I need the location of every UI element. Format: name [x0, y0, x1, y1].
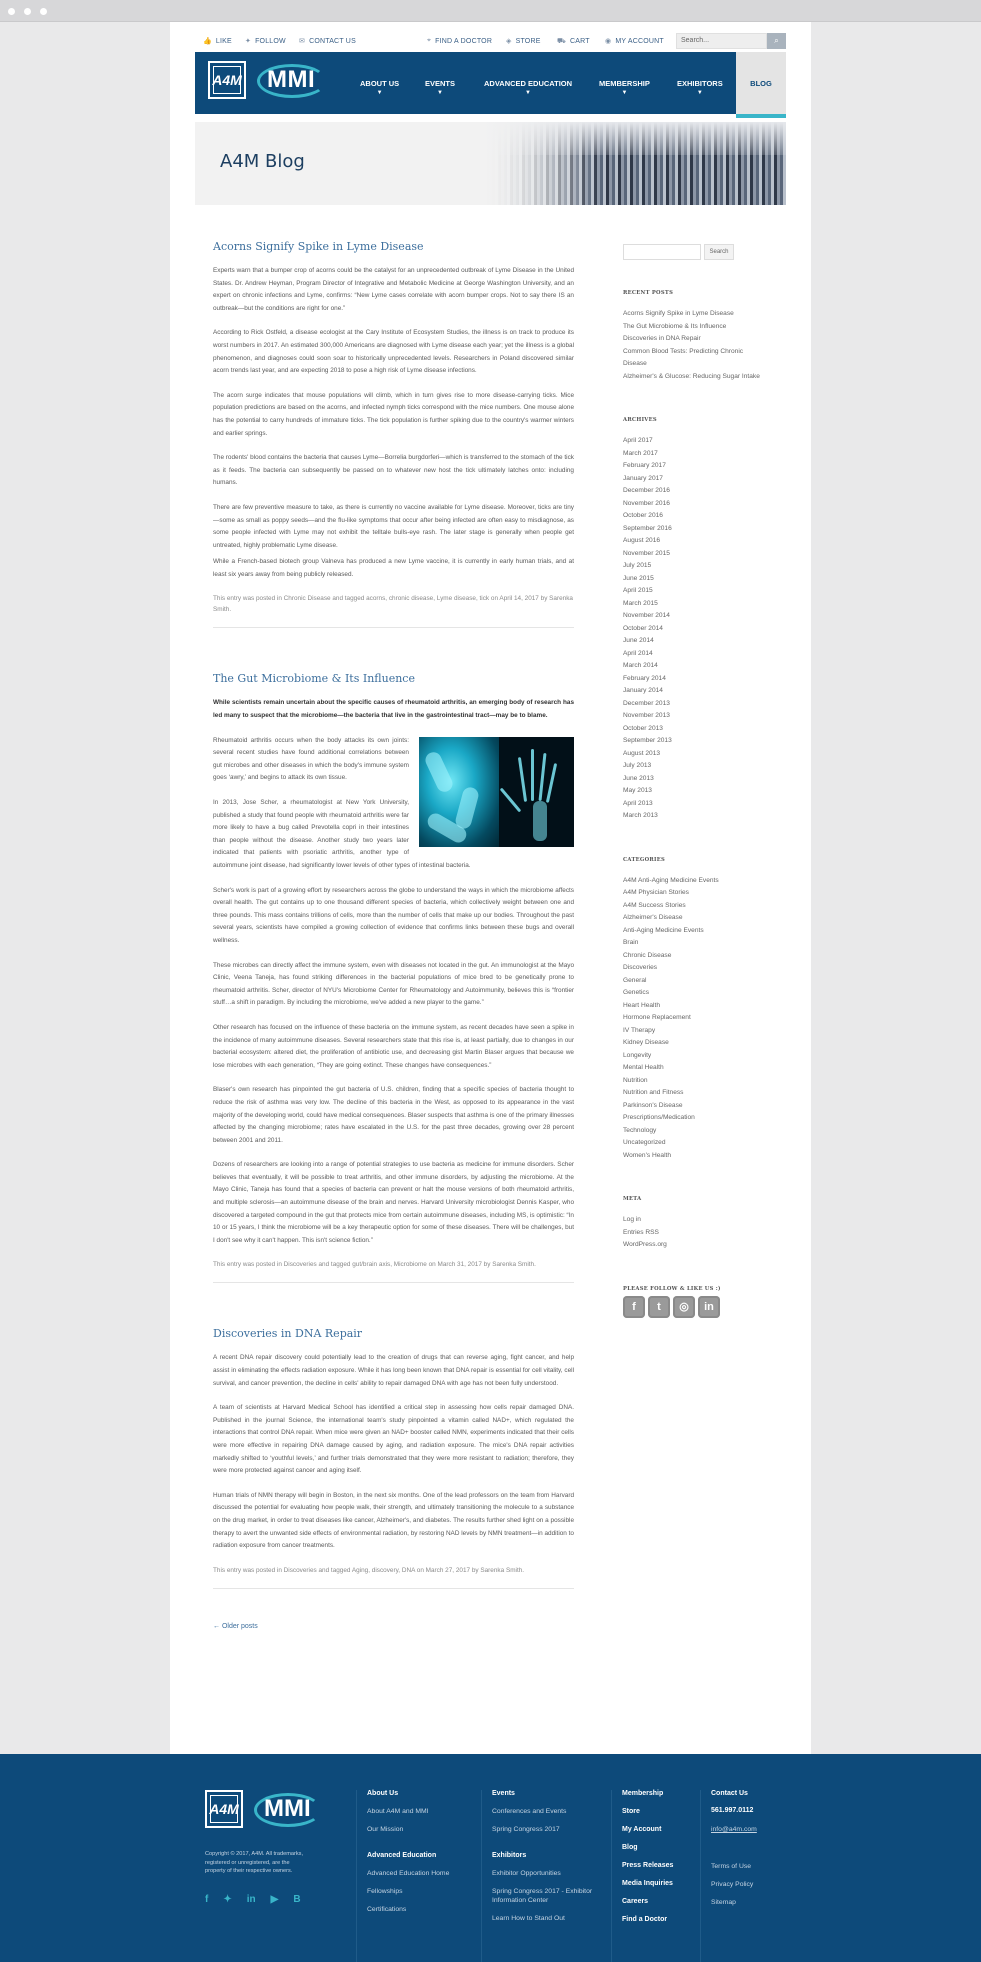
- post-paragraph: According to Rick Ostfeld, a disease ecologist at the Cary Institute of Ecosystem Studies, the illness is on track to produce its worst numbers in 2017. An estimated 300,000 Americans are diagnosed with Lyme disease each year; yet the illness is a global phenomenon, and diagnoses could soon soar to historically unprecedented levels. Researchers in Poland discovered similar acorn trends last year, and are expecting 2018 to pose a high risk of Lyme disease infections.: [213, 329, 574, 375]
- footer-divider: [481, 1790, 482, 1962]
- like-link[interactable]: 👍 LIKE: [203, 37, 232, 45]
- category-link[interactable]: Mental Health: [623, 1064, 664, 1071]
- archive-link[interactable]: January 2017: [623, 474, 663, 482]
- window-dot-maximize[interactable]: [40, 8, 47, 15]
- category-link[interactable]: Hormone Replacement: [623, 1014, 691, 1021]
- footer-a4m-logo[interactable]: A4M: [205, 1790, 243, 1828]
- archive-link[interactable]: April 2013: [623, 799, 653, 807]
- footer-phone[interactable]: 561.997.0112: [711, 1807, 754, 1814]
- social-follow-buttons: [623, 1296, 763, 1318]
- archives-list: [623, 435, 763, 823]
- post-paragraph: Other research has focused on the influence of these bacteria on the immune system, as recent decades have seen a spike in the incidence of many autoimmune diseases. Several researchers state that this rise is, at least partially, due to changes in our bacterial ecosystem: altered diet, the proliferation of antibiotic use, and decreasing gist Martin Blaser argues that because we lose microbes with each generation, “They are going extinct. These changes have consequences.”: [213, 1023, 574, 1069]
- contact-link[interactable]: ✉ CONTACT US: [299, 37, 356, 45]
- post-lead: While scientists remain uncertain about the specific causes of rheumatoid arthritis, an emerging body of research has led many to suspect that the microbiome—the bacteria that live in the gastrointestinal tract—may be to blame.: [213, 699, 574, 720]
- post-paragraph: The acorn surge indicates that mouse populations will climb, which in turn gives rise to more disease-carrying ticks. Mice population predictions are based on the acorns, and infected nymph ticks correspond with the mice numbers. One mouse alone has the potential to carry hundreds of immature ticks. The tick population is further spiking due to the country's warmer winters and earlier springs.: [213, 391, 574, 437]
- instagram-icon[interactable]: ◎: [673, 1296, 695, 1318]
- footer-contact-heading[interactable]: Contact Us: [711, 1790, 748, 1797]
- twitter-icon[interactable]: ✦: [223, 1894, 232, 1905]
- footer-divider: [611, 1790, 612, 1962]
- post-microbiome: [213, 672, 574, 1283]
- thumb-bone: [500, 787, 522, 812]
- cart-link[interactable]: ⛟ CART: [557, 37, 590, 45]
- bacteria-cell: [454, 785, 480, 830]
- recent-post-link[interactable]: Common Blood Tests: Predicting Chronic Disease: [623, 347, 744, 367]
- recent-post-link[interactable]: The Gut Microbiome & Its Influence: [623, 322, 727, 330]
- category-link[interactable]: Women's Health: [623, 1151, 672, 1159]
- post-paragraph: Experts warn that a bumper crop of acorns could be the catalyst for an unprecedented outbreak of Lyme Disease in the United States. Dr. Andrew Heyman, Program Director of Integrative and Metabolic Medicine at George Washington University, and an expert on chronic infections and Lyme, confirms: “New Lyme cases correlate with acorn bumper crops. Not to say there IS an outbreak—but the conditions are right for one.”: [213, 267, 574, 312]
- footer-exhibitors-heading[interactable]: Exhibitors: [492, 1852, 527, 1859]
- twitter-icon[interactable]: t: [648, 1296, 670, 1318]
- footer-link-careers[interactable]: Careers: [622, 1898, 649, 1905]
- facebook-icon[interactable]: f: [623, 1296, 645, 1318]
- bird-icon: ✦: [245, 38, 252, 45]
- categories-heading: CATEGORIES: [623, 856, 666, 863]
- footer-link-press-releases[interactable]: Press Releases: [622, 1862, 674, 1869]
- footer-link-my-account[interactable]: My Account: [622, 1826, 662, 1833]
- bacteria-cell: [423, 749, 455, 794]
- post-paragraph: Blaser's own research has pinpointed the gut bacteria of U.S. children, finding that a specific species of bacteria thought to reduce the risk of asthma was very low. The decline of this bacteria in the West, as opposed to its appearance in the vast majority of the developing world, could have medical consequences. Blaser suspects that asthma is one of the primary illnesses affected by the changing microbiome; rates have escalated in the U.S. for the past three decades, growing over 28 percent between 2001 and 2011.: [213, 1086, 574, 1144]
- footer-mmi-logo[interactable]: MMI: [264, 1795, 311, 1822]
- a4m-logo[interactable]: A4M: [208, 61, 246, 99]
- finger-bone: [531, 749, 534, 801]
- post-meta: This entry was posted in Chronic Disease and tagged acorns, chronic disease, Lyme disease, tick on April 14, 2017 by Sarenka Smith.: [213, 593, 574, 628]
- meta-link[interactable]: WordPress.org: [623, 1241, 667, 1248]
- footer-link-membership[interactable]: Membership: [622, 1790, 664, 1797]
- footer-col-events: [492, 1790, 602, 1932]
- wrist-bone: [533, 801, 547, 841]
- sidebar: [623, 244, 763, 1318]
- map-pin-icon: ⌖: [427, 37, 432, 44]
- archive-link[interactable]: September 2013: [623, 737, 672, 744]
- linkedin-icon[interactable]: in: [246, 1894, 256, 1905]
- header-search: [676, 33, 786, 49]
- archive-link[interactable]: March 2013: [623, 812, 658, 819]
- archive-link[interactable]: February 2014: [623, 674, 666, 682]
- post-paragraph: In 2013, Jose Scher, a rheumatologist at New York University, published a study that found people with rheumatoid arthritis were far more likely to have a bug called Prevotella copri in their intestines than people without the disease. Another study two years later indicated that patients with psoriatic arthritis, another type of autoimmune joint disease, had significantly lower levels of other types of intestinal bacteria.: [213, 799, 471, 869]
- footer-link[interactable]: Sitemap: [711, 1899, 736, 1906]
- archive-link[interactable]: February 2017: [623, 462, 666, 469]
- thumbs-up-icon: 👍: [203, 38, 212, 45]
- chevron-down-icon: ▼: [376, 90, 383, 96]
- search-icon[interactable]: ⌕: [767, 33, 786, 49]
- archive-link[interactable]: March 2017: [623, 449, 658, 457]
- category-link[interactable]: Chronic Disease: [623, 951, 672, 959]
- footer-events-heading[interactable]: Events: [492, 1790, 515, 1797]
- footer-link[interactable]: Exhibitor Opportunities: [492, 1870, 561, 1877]
- linkedin-icon[interactable]: in: [698, 1296, 720, 1318]
- chevron-down-icon: ▼: [621, 90, 628, 96]
- category-link[interactable]: Parkinson's Disease: [623, 1101, 683, 1109]
- archive-link[interactable]: March 2014: [623, 662, 658, 669]
- archive-link[interactable]: July 2013: [623, 762, 652, 769]
- category-link[interactable]: A4M Physician Stories: [623, 889, 689, 896]
- post-title[interactable]: Acorns Signify Spike in Lyme Disease: [213, 240, 424, 253]
- archive-link[interactable]: November 2015: [623, 549, 670, 557]
- nav-about-us[interactable]: ABOUT US ▼: [360, 78, 400, 96]
- nav-exhibitors[interactable]: EXHIBITORS ▼: [677, 78, 723, 96]
- cart-icon: ⛟: [557, 37, 567, 45]
- footer-link[interactable]: Spring Congress 2017: [492, 1826, 560, 1833]
- post-paragraph: The rodents' blood contains the bacteria that causes Lyme—Borrelia burgdorferi—which is transferred to the stomach of the tick as it feeds. The bacteria can subsequently be passed on to whatever new host the tick ultimately latches onto: including humans.: [213, 454, 574, 487]
- archive-link[interactable]: April 2017: [623, 437, 653, 444]
- post-meta: This entry was posted in Discoveries and tagged gut/brain axis, Microbiome on March 31, 2017 by Sarenka Smith.: [213, 1259, 574, 1283]
- archive-link[interactable]: May 2013: [623, 787, 652, 794]
- archive-link[interactable]: October 2014: [623, 624, 663, 632]
- copyright-text: Copyright © 2017, A4M. All trademarks, registered or unregistered, are the property of their respective owners.: [205, 1851, 304, 1874]
- archive-link[interactable]: October 2016: [623, 512, 663, 519]
- my-account-link[interactable]: ◉ MY ACCOUNT: [605, 37, 664, 45]
- category-link[interactable]: Uncategorized: [623, 1139, 666, 1146]
- post-title[interactable]: The Gut Microbiome & Its Influence: [213, 672, 415, 686]
- utility-bar: [195, 30, 786, 52]
- meta-heading: META: [623, 1196, 642, 1202]
- archive-link[interactable]: June 2014: [623, 637, 654, 644]
- store-link[interactable]: ◈ STORE: [506, 37, 541, 45]
- category-link[interactable]: A4M Anti-Aging Medicine Events: [623, 876, 719, 884]
- category-link[interactable]: IV Therapy: [623, 1026, 656, 1034]
- site-footer: [0, 1754, 981, 1962]
- bacteria-xray-hand-image: [419, 737, 574, 847]
- footer-link[interactable]: Conferences and Events: [492, 1808, 567, 1815]
- archive-link[interactable]: November 2016: [623, 499, 670, 507]
- window-dot-minimize[interactable]: [24, 8, 31, 15]
- footer-col-about: [367, 1790, 477, 1923]
- recent-post-link[interactable]: Discoveries in DNA Repair: [623, 335, 701, 342]
- post-paragraph: While a French-based biotech group Valneva has produced a new Lyme vaccine, it is currently in early human trials, and at least six years away from being publicly released.: [213, 558, 574, 578]
- category-link[interactable]: Nutrition and Fitness: [623, 1089, 684, 1096]
- finger-bone: [518, 757, 527, 802]
- category-link[interactable]: Longevity: [623, 1051, 652, 1059]
- blog-posts: [213, 240, 574, 1630]
- recent-post-link[interactable]: Alzheimer's & Glucose: Reducing Sugar Intake: [623, 372, 760, 380]
- archive-link[interactable]: July 2015: [623, 562, 652, 569]
- tag-icon: ◈: [506, 38, 512, 45]
- chat-icon: ✉: [299, 38, 306, 45]
- footer-advanced-heading[interactable]: Advanced Education: [367, 1852, 437, 1859]
- footer-divider: [356, 1790, 357, 1962]
- footer-email[interactable]: info@a4m.com: [711, 1826, 757, 1833]
- post-paragraph: Rheumatoid arthritis occurs when the body attacks its own joints: several recent studies have found additional correlations between gut microbes and other diseases in which the body's immune system goes ‘awry,’ and begins to attack its own tissue.: [213, 736, 409, 782]
- page-banner: [195, 122, 786, 205]
- footer-link-blog[interactable]: Blog: [622, 1844, 638, 1851]
- meta-link[interactable]: Log in: [623, 1216, 641, 1223]
- category-link[interactable]: Alzheimer's Disease: [623, 914, 683, 921]
- bacteria-image: [419, 737, 499, 847]
- chevron-down-icon: ▼: [696, 90, 703, 96]
- post-title[interactable]: Discoveries in DNA Repair: [213, 1327, 363, 1341]
- finger-bone: [546, 763, 557, 803]
- footer-link[interactable]: Certifications: [367, 1906, 407, 1913]
- category-link[interactable]: Technology: [623, 1126, 657, 1134]
- youtube-icon[interactable]: ▶: [270, 1894, 279, 1905]
- archive-link[interactable]: November 2014: [623, 612, 670, 619]
- footer-link[interactable]: About A4M and MMI: [367, 1808, 429, 1815]
- blogger-icon[interactable]: B: [293, 1894, 301, 1905]
- meta-link[interactable]: Entries RSS: [623, 1228, 659, 1236]
- archive-link[interactable]: December 2016: [623, 487, 670, 494]
- nav-advanced-education[interactable]: ADVANCED EDUCATION ▼: [484, 78, 573, 96]
- facebook-icon[interactable]: f: [205, 1894, 209, 1905]
- finger-bone: [538, 753, 546, 801]
- category-link[interactable]: A4M Success Stories: [623, 901, 686, 909]
- archive-link[interactable]: January 2014: [623, 687, 663, 694]
- category-link[interactable]: Anti-Aging Medicine Events: [623, 926, 704, 934]
- archive-link[interactable]: June 2015: [623, 574, 654, 582]
- footer-link[interactable]: Spring Congress 2017 - Exhibitor Information Center: [492, 1888, 593, 1904]
- recent-post-link[interactable]: Acorns Signify Spike in Lyme Disease: [623, 310, 734, 317]
- footer-link[interactable]: Privacy Policy: [711, 1881, 754, 1888]
- category-link[interactable]: Heart Health: [623, 1001, 661, 1009]
- post-paragraph: Human trials of NMN therapy will begin in Boston, in the next six months. One of the lead professors on the team from Harvard discussed the potential for evaluating how people walk, their strength, and ultimately transitioning the molecule to a substance on the drug market, in order to treat diseases like cancer, Alzheimer's, and diabetes. The results further shed light on a possible therapy to avert the unwanted side effects of environmental radiation, by restoring NAD levels by NMN treatment—in addition to radiation exposure from cancer treatments.: [213, 1491, 574, 1550]
- category-link[interactable]: Discoveries: [623, 964, 658, 971]
- recent-posts-list: [623, 308, 763, 383]
- footer-col-contact: [711, 1790, 801, 1916]
- post-paragraph: Dozens of researchers are looking into a range of potential strategies to use bacteria as medicine for immune disorders. Scher believes that eventually, it will be possible to treat arthritis, and other immune disorders, by adjusting the microbiome. At the Mayo Clinic, Taneja has found that a species of bacteria can prevent or halt the mouse versions of both rheumatoid arthritis, and multiple sclerosis—an autoimmune disease of the brain and nerves. Harvard University microbiologist Dennis Kasper, who discovered a targeted compound in the gut that protects mice from certain autoimmune diseases, including MS, is optimistic: “In 10 or 15 years, I think the microbiome will be a key therapeutic option for some of these diseases. There will be challenges, but I don't see why it can't happen. This isn't science fiction.”: [213, 1161, 574, 1244]
- sidebar-search-button[interactable]: Search: [704, 244, 734, 260]
- post-paragraph: Scher's work is part of a growing effort by researchers across the globe to understand the ways in which the microbiome affects overall health. The gut contains up to one thousand different species of bacteria, which collectively weight between one and three pounds. This mass contains trillions of cells, more than the number of cells that make up our bodies. Throughout the past several years, scientists have compiled a growing collection of evidence that confirms links between these bugs and overall wellness.: [213, 886, 574, 944]
- archive-link[interactable]: March 2015: [623, 599, 658, 607]
- sidebar-search: [623, 244, 763, 260]
- archive-link[interactable]: October 2013: [623, 724, 663, 732]
- categories-list: [623, 875, 763, 1163]
- follow-link[interactable]: ✦ FOLLOW: [245, 37, 286, 45]
- main-nav: [195, 52, 786, 114]
- nav-blog[interactable]: BLOG: [736, 52, 786, 114]
- archive-link[interactable]: June 2013: [623, 774, 654, 782]
- archive-link[interactable]: August 2013: [623, 749, 661, 757]
- meta-list: [623, 1214, 763, 1252]
- category-link[interactable]: General: [623, 976, 647, 984]
- page-title: A4M Blog: [220, 151, 305, 172]
- archives-heading: ARCHIVES: [623, 417, 657, 423]
- header-search-input[interactable]: Search...: [676, 33, 767, 49]
- archive-link[interactable]: December 2013: [623, 699, 670, 707]
- xray-hand-image: [499, 737, 574, 847]
- chevron-down-icon: ▼: [437, 90, 443, 96]
- category-link[interactable]: Nutrition: [623, 1076, 648, 1084]
- archive-link[interactable]: November 2013: [623, 712, 670, 719]
- footer-link[interactable]: Fellowships: [367, 1888, 403, 1895]
- window-dot-close[interactable]: [8, 8, 15, 15]
- page-container: [170, 22, 811, 1754]
- post-paragraph: There are few preventive measure to take, as there is currently no vaccine available for Lyme disease. Moreover, ticks are tiny—some as small as poppy seeds—and the flu-like symptoms that occur after being infected are often easy to misdiagnose, as some people infected with Lyme may not exhibit the telltale bulls-eye rash. The later stage is generally when people get untreated, highly problematic Lyme disease.: [213, 503, 574, 549]
- recent-posts-heading: RECENT POSTS: [623, 290, 674, 296]
- chevron-down-icon: ▼: [525, 90, 532, 96]
- footer-col-membership: [622, 1790, 702, 1934]
- nav-events[interactable]: EVENTS ▼: [425, 78, 456, 96]
- post-dna-repair: [213, 1327, 574, 1588]
- footer-social: [205, 1894, 301, 1905]
- footer-link-media-inquiries[interactable]: Media Inquiries: [622, 1880, 673, 1887]
- nav-membership[interactable]: MEMBERSHIP ▼: [599, 78, 650, 96]
- user-icon: ◉: [605, 38, 612, 45]
- footer-link-find-doctor[interactable]: Find a Doctor: [622, 1916, 668, 1923]
- category-link[interactable]: Brain: [623, 939, 639, 946]
- post-paragraph: These microbes can directly affect the immune system, even with diseases not located in the gut. An immunologist at the Mayo Clinic, Veena Taneja, has found striking differences in the bacterial populations of mice bred to be genetically prone to rheumatoid arthritis. Scher, director of NYU's Microbiome Center for Rheumatology and Autoimmunity, believes this is “frontier stuff…a shift in paradigm. By including the microbiome, we've added a new player to the game.”: [213, 961, 574, 1007]
- category-link[interactable]: Kidney Disease: [623, 1039, 669, 1046]
- mmi-logo[interactable]: MMI: [267, 66, 316, 93]
- footer-link[interactable]: Our Mission: [367, 1826, 404, 1833]
- footer-link[interactable]: Terms of Use: [711, 1863, 752, 1870]
- post-lyme: [213, 240, 574, 628]
- sidebar-search-input[interactable]: [623, 244, 701, 260]
- post-paragraph: A team of scientists at Harvard Medical School has identified a critical step in assessing how cells repair damaged DNA. Published in the journal Science, the international team's study pinpointed a vitamin called NAD+, which regulated the interactions that control DNA repair. When mice were given an NAD+ booster called NMN, experiments indicated that their cells were more effective in repairing DNA damage caused by aging, and radiation exposure. The mice's DNA repair activities markedly shifted to ‘youthful levels,’ and further trials demonstrated that they were more resistant to radiation; therefore, they were more protected against cancer and aging itself.: [213, 1404, 574, 1475]
- archive-link[interactable]: September 2016: [623, 524, 672, 532]
- older-posts-link[interactable]: ← Older posts: [213, 1622, 258, 1630]
- post-meta: This entry was posted in Discoveries and tagged Aging, discovery, DNA on March 27, 2017 by Sarenka Smith.: [213, 1565, 574, 1589]
- footer-link-store[interactable]: Store: [622, 1808, 640, 1815]
- footer-about-heading[interactable]: About Us: [367, 1790, 399, 1797]
- category-link[interactable]: Genetics: [623, 989, 650, 996]
- archive-link[interactable]: August 2016: [623, 537, 661, 544]
- archive-link[interactable]: April 2014: [623, 649, 653, 657]
- footer-link[interactable]: Advanced Education Home: [367, 1870, 450, 1877]
- post-paragraph: A recent DNA repair discovery could potentially lead to the creation of drugs that can reverse aging, fight cancer, and help assist in eliminating the effects radiation exposure. While it has long been known that DNA repair is essential for cell vitality, cell survival, and cancer prevention, the decline in cells' ability to repair damaged DNA with age has not been fully understood.: [213, 1354, 574, 1387]
- browser-chrome: [0, 0, 981, 22]
- footer-divider: [700, 1790, 701, 1962]
- conference-audience-photo: [480, 122, 786, 205]
- follow-heading: PLEASE FOLLOW & LIKE US :): [623, 1285, 721, 1292]
- archive-link[interactable]: April 2015: [623, 587, 653, 594]
- category-link[interactable]: Prescriptions/Medication: [623, 1114, 695, 1121]
- footer-link[interactable]: Learn How to Stand Out: [492, 1915, 565, 1922]
- find-doctor-link[interactable]: ⌖ FIND A DOCTOR: [427, 37, 493, 45]
